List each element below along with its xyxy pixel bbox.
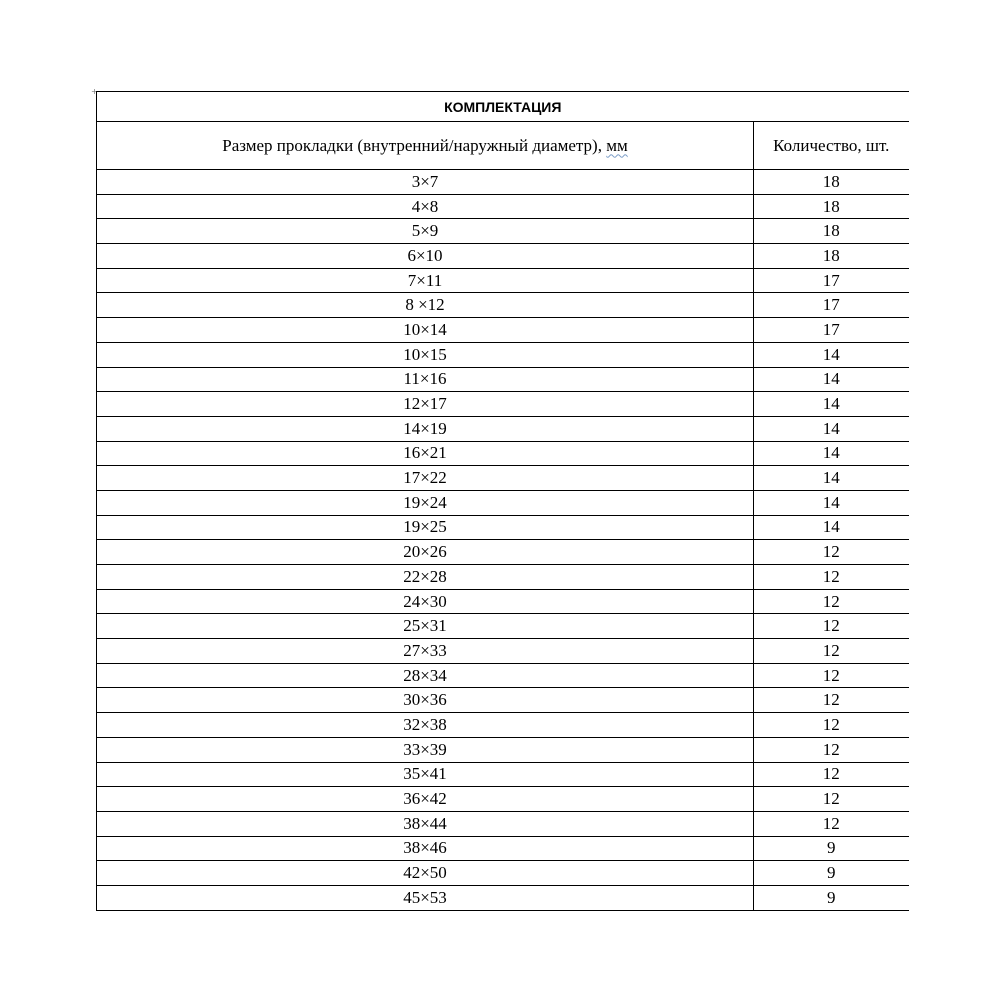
table-row bbox=[97, 490, 909, 515]
table-anchor-icon: + bbox=[91, 87, 98, 96]
gasket-size-cell: 19×25 bbox=[97, 515, 754, 540]
quantity-cell: 9 bbox=[754, 836, 909, 861]
table-row bbox=[97, 515, 909, 540]
size-column-header bbox=[97, 122, 754, 170]
table-row bbox=[97, 318, 909, 343]
quantity-cell: 17 bbox=[754, 268, 909, 293]
gasket-size-cell: 38×46 bbox=[97, 836, 754, 861]
table-row bbox=[97, 170, 909, 195]
quantity-cell: 18 bbox=[754, 219, 909, 244]
table-row bbox=[97, 589, 909, 614]
gasket-size-cell: 38×44 bbox=[97, 811, 754, 836]
table-row bbox=[97, 392, 909, 417]
table-row bbox=[97, 836, 909, 861]
quantity-cell: 14 bbox=[754, 515, 909, 540]
table-header-row bbox=[97, 122, 909, 170]
table-row bbox=[97, 293, 909, 318]
gasket-size-cell: 35×41 bbox=[97, 762, 754, 787]
table-row bbox=[97, 663, 909, 688]
quantity-cell: 14 bbox=[754, 490, 909, 515]
quantity-cell: 14 bbox=[754, 342, 909, 367]
quantity-cell: 12 bbox=[754, 540, 909, 565]
gasket-size-cell: 10×15 bbox=[97, 342, 754, 367]
table-body bbox=[97, 92, 909, 911]
table-title-row bbox=[97, 92, 909, 122]
gasket-size-cell: 30×36 bbox=[97, 688, 754, 713]
table-row bbox=[97, 688, 909, 713]
table-row bbox=[97, 737, 909, 762]
quantity-cell: 14 bbox=[754, 367, 909, 392]
quantity-cell: 17 bbox=[754, 293, 909, 318]
quantity-cell: 12 bbox=[754, 762, 909, 787]
quantity-cell: 12 bbox=[754, 589, 909, 614]
quantity-cell: 14 bbox=[754, 466, 909, 491]
table-row bbox=[97, 614, 909, 639]
table-row bbox=[97, 811, 909, 836]
table-row bbox=[97, 466, 909, 491]
table-row bbox=[97, 219, 909, 244]
gasket-size-cell: 28×34 bbox=[97, 663, 754, 688]
gasket-size-cell: 14×19 bbox=[97, 416, 754, 441]
table-row bbox=[97, 762, 909, 787]
quantity-cell: 12 bbox=[754, 688, 909, 713]
table-row bbox=[97, 268, 909, 293]
quantity-cell: 12 bbox=[754, 787, 909, 812]
table-row bbox=[97, 342, 909, 367]
size-header-text: Размер прокладки (внутренний/наружный диаметр), bbox=[222, 135, 607, 155]
gasket-size-cell: 17×22 bbox=[97, 466, 754, 491]
qty-header-text: Количество, шт. bbox=[773, 135, 890, 155]
table-row bbox=[97, 367, 909, 392]
table-row bbox=[97, 713, 909, 738]
size-header-unit: мм bbox=[606, 135, 628, 155]
gasket-size-cell: 10×14 bbox=[97, 318, 754, 343]
table-row bbox=[97, 787, 909, 812]
gasket-size-cell: 16×21 bbox=[97, 441, 754, 466]
table-title: КОМПЛЕКТАЦИЯ bbox=[97, 92, 909, 122]
quantity-cell: 12 bbox=[754, 663, 909, 688]
quantity-cell: 12 bbox=[754, 639, 909, 664]
gasket-size-cell: 24×30 bbox=[97, 589, 754, 614]
quantity-cell: 14 bbox=[754, 441, 909, 466]
quantity-cell: 18 bbox=[754, 244, 909, 269]
gasket-size-cell: 19×24 bbox=[97, 490, 754, 515]
quantity-cell: 12 bbox=[754, 614, 909, 639]
table-row bbox=[97, 194, 909, 219]
gasket-size-cell: 3×7 bbox=[97, 170, 754, 195]
quantity-cell: 12 bbox=[754, 811, 909, 836]
gasket-size-cell: 36×42 bbox=[97, 787, 754, 812]
gasket-size-cell: 11×16 bbox=[97, 367, 754, 392]
quantity-cell: 12 bbox=[754, 737, 909, 762]
gasket-size-cell: 12×17 bbox=[97, 392, 754, 417]
quantity-cell: 18 bbox=[754, 170, 909, 195]
quantity-cell: 18 bbox=[754, 194, 909, 219]
table-row bbox=[97, 885, 909, 910]
gasket-size-cell: 25×31 bbox=[97, 614, 754, 639]
gasket-size-cell: 7×11 bbox=[97, 268, 754, 293]
quantity-cell: 12 bbox=[754, 565, 909, 590]
qty-column-header bbox=[754, 122, 909, 170]
gasket-size-cell: 45×53 bbox=[97, 885, 754, 910]
table-row bbox=[97, 244, 909, 269]
gasket-size-cell: 6×10 bbox=[97, 244, 754, 269]
quantity-cell: 12 bbox=[754, 713, 909, 738]
quantity-cell: 9 bbox=[754, 885, 909, 910]
quantity-cell: 14 bbox=[754, 392, 909, 417]
gasket-size-cell: 27×33 bbox=[97, 639, 754, 664]
gasket-size-cell: 33×39 bbox=[97, 737, 754, 762]
gasket-size-cell: 8 ×12 bbox=[97, 293, 754, 318]
quantity-cell: 14 bbox=[754, 416, 909, 441]
table-row bbox=[97, 441, 909, 466]
quantity-cell: 9 bbox=[754, 861, 909, 886]
table-row bbox=[97, 416, 909, 441]
quantity-cell: 17 bbox=[754, 318, 909, 343]
table-row bbox=[97, 565, 909, 590]
table-row bbox=[97, 639, 909, 664]
gasket-size-cell: 42×50 bbox=[97, 861, 754, 886]
equipment-table bbox=[96, 91, 909, 911]
table-row bbox=[97, 540, 909, 565]
table-row bbox=[97, 861, 909, 886]
gasket-size-cell: 20×26 bbox=[97, 540, 754, 565]
gasket-size-cell: 4×8 bbox=[97, 194, 754, 219]
gasket-size-cell: 22×28 bbox=[97, 565, 754, 590]
gasket-size-cell: 5×9 bbox=[97, 219, 754, 244]
gasket-size-cell: 32×38 bbox=[97, 713, 754, 738]
